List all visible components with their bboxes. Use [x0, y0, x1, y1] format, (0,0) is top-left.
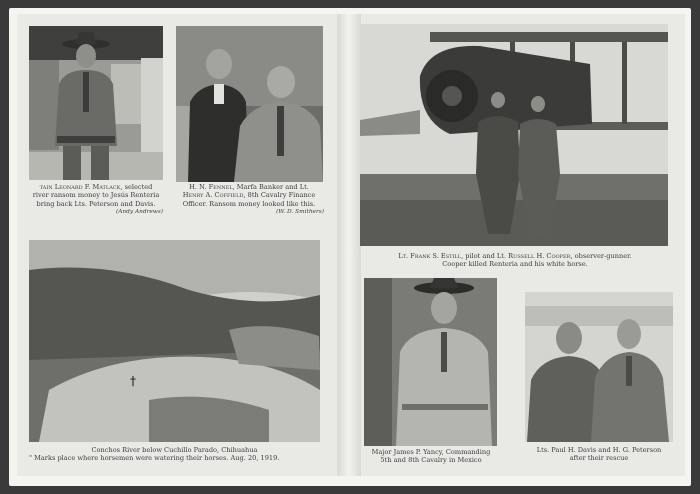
conchos-caption-line1: Conchos River below Cuchillo Parado, Chihuahua [91, 446, 258, 454]
matlack-caption-line2: river ransom money to Jesús Renteria [32, 191, 160, 200]
estill-caption-line2: Cooper killed Renteria and his white horse. [442, 260, 588, 269]
matlack-photo [29, 26, 163, 180]
matlack-credit: (Andy Andrews) [115, 209, 163, 216]
yancy-photo [364, 278, 497, 446]
yancy-caption [362, 448, 500, 465]
estill-caption-end: , observer-gunner. [570, 252, 632, 260]
fennel-caption [174, 183, 324, 217]
fennel-caption-line3: Officer. Ransom money looked like this. [182, 199, 316, 208]
page-gutter [337, 14, 361, 476]
estill-cooper-photo [360, 24, 668, 246]
cooper-name: Russell H. Cooper [508, 252, 571, 260]
davis-caption-line1: Lts. Paul H. Davis and H. G. Peterson [536, 446, 662, 454]
estill-caption-part: , pilot and Lt. [461, 252, 509, 260]
estill-caption [362, 252, 668, 269]
davis-caption [522, 446, 676, 463]
fennel-caption-line1: , Marfa Banker and Lt. [232, 183, 309, 191]
matlack-name: tain Leonard F. Matlack [39, 183, 121, 191]
fennel-name: H. N. Fennel [189, 183, 233, 191]
yancy-caption-line2: 5th and 8th Cavalry in Mexico [380, 456, 482, 465]
fennel-credit: (W. D. Smithers) [276, 209, 324, 216]
conchos-caption [29, 446, 320, 463]
davis-caption-line2: after their rescue [569, 454, 629, 463]
yancy-caption-line1: Major James P. Yancy, Commanding [371, 448, 491, 456]
matlack-caption-line1: , selected [120, 183, 153, 191]
conchos-river-photo [29, 240, 320, 442]
davis-peterson-photo [525, 292, 673, 442]
fennel-coffield-photo [176, 26, 323, 182]
coffield-name: Henry A. Coffield [182, 191, 244, 200]
matlack-caption-line3: bring back Lts. Peterson and Davis. [36, 199, 156, 208]
fennel-caption-line2: , 8th Cavalry Finance [243, 191, 316, 200]
estill-name: Lt. Frank S. Estill [398, 252, 462, 260]
conchos-caption-line2: " Marks place where horsemen were watering their horses. Aug. 20, 1919. [29, 454, 280, 463]
matlack-caption [29, 183, 163, 217]
svg-text:†: † [130, 374, 136, 388]
